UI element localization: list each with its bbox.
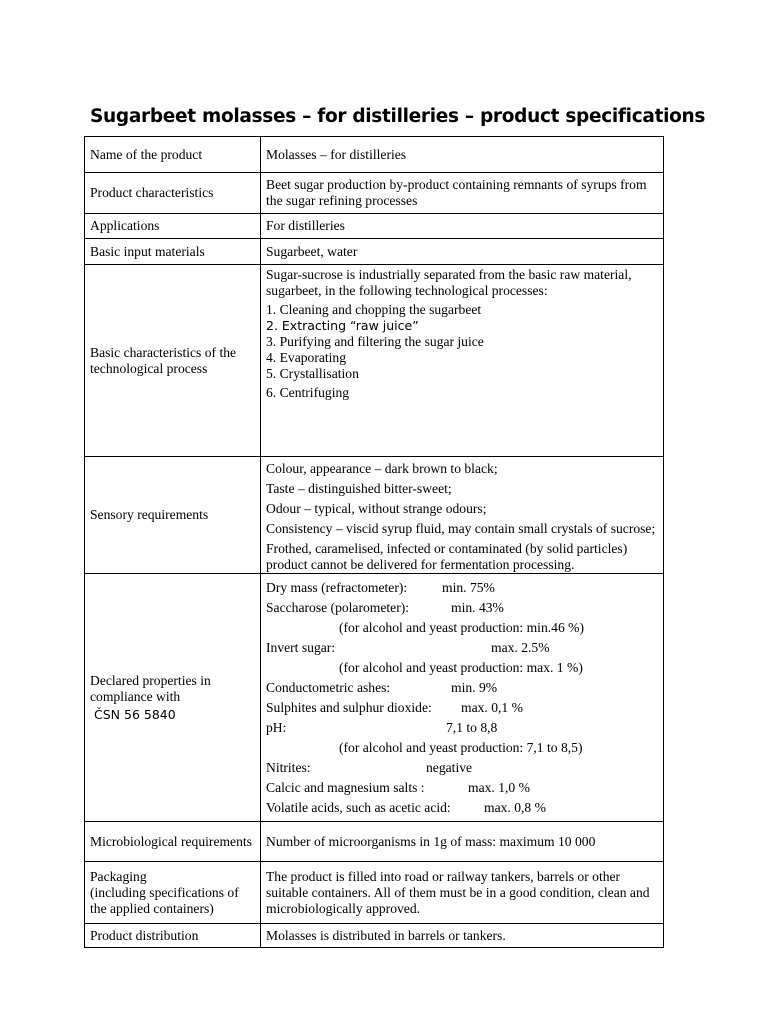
process-step: 6. Centrifuging: [266, 385, 350, 400]
row-value: Molasses is distributed in barrels or tankers.: [261, 924, 664, 948]
document-title: Sugarbeet molasses – for distilleries – product specifications: [90, 106, 706, 127]
sensory-line: Odour – typical, without strange odours;: [266, 501, 487, 516]
sensory-line: Frothed, caramelised, infected or contaminated (by solid particles) product cannot be delivered for fermentation processing.: [266, 541, 628, 572]
row-label: Microbiological requirements: [85, 822, 261, 862]
property-volatile: Volatile acids, such as acetic acid: max. 0,8 %: [266, 799, 546, 815]
table-row: [85, 239, 664, 265]
table-row: [85, 457, 664, 574]
property-dry-mass: Dry mass (refractometer): min. 75%: [266, 579, 495, 595]
property-note: (for alcohol and yeast production: max. 1 %): [339, 659, 583, 675]
standard-code: ČSN 56 5840: [94, 706, 176, 722]
property-note: (for alcohol and yeast production: 7,1 to 8,5): [339, 739, 583, 755]
table-row: [85, 822, 664, 862]
process-details: [261, 265, 664, 457]
row-label: Product distribution: [85, 924, 261, 948]
row-value: Molasses – for distilleries: [261, 137, 664, 173]
specification-table: [84, 136, 664, 948]
property-ashes: Conductometric ashes: min. 9%: [266, 679, 498, 695]
row-label: [85, 862, 261, 924]
property-ph: pH: 7,1 to 8,8: [266, 719, 498, 735]
row-value: For distilleries: [261, 214, 664, 239]
sensory-details: [261, 457, 664, 574]
row-label: Name of the product: [85, 137, 261, 173]
property-saccharose: Saccharose (polarometer): min. 43%: [266, 599, 504, 615]
property-calcic: Calcic and magnesium salts : max. 1,0 %: [266, 779, 530, 795]
property-note: (for alcohol and yeast production: min.46 %): [339, 619, 584, 635]
packaging-label-sub: (including specifications of the applied containers): [90, 884, 239, 916]
process-step: 1. Cleaning and chopping the sugarbeet: [266, 302, 482, 317]
sensory-line: Consistency – viscid syrup fluid, may contain small crystals of sucrose;: [266, 521, 656, 536]
table-row: [85, 574, 664, 822]
table-row: [85, 173, 664, 214]
row-label: Sensory requirements: [85, 457, 261, 574]
property-nitrites: Nitrites: negative: [266, 759, 473, 775]
row-label: Basic input materials: [85, 239, 261, 265]
declared-label: Declared properties in compliance with: [90, 672, 211, 704]
process-step: 4. Evaporating: [266, 350, 347, 365]
row-value: Sugarbeet, water: [261, 239, 664, 265]
table-row: [85, 137, 664, 173]
process-step: 3. Purifying and filtering the sugar juice: [266, 334, 484, 349]
property-invert: Invert sugar: max. 2.5%: [266, 639, 550, 655]
row-value: Beet sugar production by-product containing remnants of syrups from the sugar refining processes: [261, 173, 664, 214]
property-sulphites: Sulphites and sulphur dioxide: max. 0,1 %: [266, 699, 523, 715]
process-step: 2. Extracting “raw juice”: [266, 318, 419, 333]
row-value: The product is filled into road or railway tankers, barrels or other suitable containers. All of them must be in a good condition, clean and microbiologically approved.: [261, 862, 664, 924]
table-row: [85, 862, 664, 924]
sensory-line: Colour, appearance – dark brown to black;: [266, 461, 498, 476]
sensory-line: Taste – distinguished bitter-sweet;: [266, 481, 452, 496]
process-intro: Sugar-sucrose is industrially separated from the basic raw material, sugarbeet, in the following technological processes:: [266, 267, 632, 298]
packaging-label: Packaging: [90, 868, 147, 884]
row-value: Number of microorganisms in 1g of mass: maximum 10 000: [261, 822, 664, 862]
table-row: [85, 214, 664, 239]
table-row: [85, 265, 664, 457]
process-step: 5. Crystallisation: [266, 366, 359, 381]
row-label: Product characteristics: [85, 173, 261, 214]
table-row: [85, 924, 664, 948]
row-label: Applications: [85, 214, 261, 239]
row-label: [85, 574, 261, 822]
row-label: Basic characteristics of the technological process: [85, 265, 261, 457]
declared-properties: [261, 574, 664, 822]
